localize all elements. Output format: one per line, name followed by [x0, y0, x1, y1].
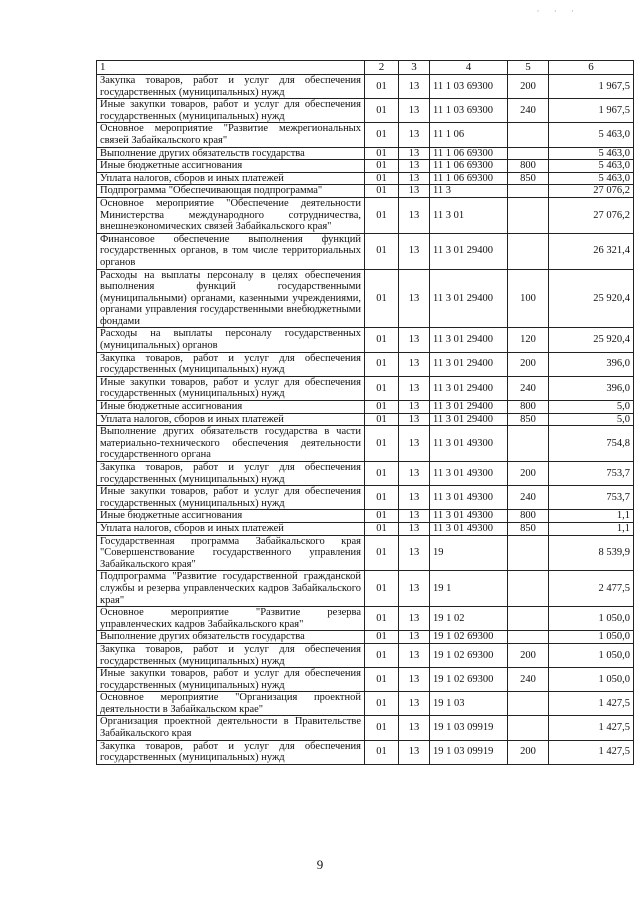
table-row [97, 197, 634, 233]
row-amount: 1 967,5 [549, 99, 634, 123]
scan-artifact: · · · [536, 6, 580, 16]
row-name: Закупка товаров, работ и услуг для обеспечения государственных (муниципальных) нужд [97, 75, 365, 99]
table-row [97, 352, 634, 376]
row-section: 01 [365, 510, 399, 523]
row-subsection: 13 [399, 740, 430, 764]
row-target-article: 11 3 01 29400 [430, 269, 508, 328]
row-section: 01 [365, 123, 399, 147]
row-subsection: 13 [399, 571, 430, 607]
table-row [97, 462, 634, 486]
row-name: Выполнение других обязательств государства [97, 631, 365, 644]
row-subsection: 13 [399, 269, 430, 328]
row-target-article: 11 1 03 69300 [430, 99, 508, 123]
row-target-article: 11 3 01 29400 [430, 401, 508, 414]
row-target-article: 11 1 06 69300 [430, 147, 508, 160]
row-target-article: 11 1 06 69300 [430, 172, 508, 185]
row-subsection: 13 [399, 99, 430, 123]
row-name: Иные закупки товаров, работ и услуг для обеспечения государственных (муниципальных) нужд [97, 376, 365, 400]
row-section: 01 [365, 462, 399, 486]
row-subsection: 13 [399, 233, 430, 269]
row-amount: 5,0 [549, 413, 634, 426]
row-section: 01 [365, 607, 399, 631]
row-expense-type [508, 631, 549, 644]
row-subsection: 13 [399, 486, 430, 510]
row-section: 01 [365, 631, 399, 644]
row-section: 01 [365, 740, 399, 764]
row-section: 01 [365, 160, 399, 173]
row-subsection: 13 [399, 413, 430, 426]
row-name: Уплата налогов, сборов и иных платежей [97, 172, 365, 185]
row-subsection: 13 [399, 123, 430, 147]
row-target-article: 11 1 06 [430, 123, 508, 147]
row-target-article: 11 3 01 29400 [430, 328, 508, 352]
row-subsection: 13 [399, 401, 430, 414]
row-name: Подпрограмма "Развитие государственной гражданской службы и резерва управленческих кадров Забайкальского края" [97, 571, 365, 607]
row-name: Закупка товаров, работ и услуг для обеспечения государственных (муниципальных) нужд [97, 352, 365, 376]
row-subsection: 13 [399, 643, 430, 667]
row-expense-type: 800 [508, 510, 549, 523]
row-section: 01 [365, 571, 399, 607]
row-amount: 5,0 [549, 401, 634, 414]
table-row [97, 535, 634, 571]
row-target-article: 11 3 01 29400 [430, 352, 508, 376]
row-amount: 27 076,2 [549, 197, 634, 233]
header-col-5: 5 [508, 61, 549, 75]
row-subsection: 13 [399, 535, 430, 571]
row-section: 01 [365, 413, 399, 426]
row-expense-type: 850 [508, 522, 549, 535]
table-row [97, 631, 634, 644]
row-subsection: 13 [399, 631, 430, 644]
row-expense-type [508, 692, 549, 716]
row-subsection: 13 [399, 607, 430, 631]
row-target-article: 11 3 01 49300 [430, 522, 508, 535]
header-col-4: 4 [430, 61, 508, 75]
row-amount: 396,0 [549, 376, 634, 400]
page-number: 9 [316, 857, 324, 872]
row-expense-type [508, 197, 549, 233]
row-amount: 5 463,0 [549, 123, 634, 147]
table-row [97, 692, 634, 716]
row-expense-type: 850 [508, 413, 549, 426]
table-row [97, 172, 634, 185]
row-section: 01 [365, 668, 399, 692]
row-name: Основное мероприятие "Развитие межрегиональных связей Забайкальского края" [97, 123, 365, 147]
row-expense-type: 800 [508, 160, 549, 173]
row-expense-type [508, 233, 549, 269]
row-target-article: 11 3 01 49300 [430, 486, 508, 510]
table-row [97, 607, 634, 631]
table-row [97, 716, 634, 740]
row-section: 01 [365, 269, 399, 328]
row-section: 01 [365, 716, 399, 740]
budget-table [96, 60, 634, 765]
row-amount: 754,8 [549, 426, 634, 462]
row-expense-type [508, 716, 549, 740]
row-name: Государственная программа Забайкальского края "Совершенствование государственного управления Забайкальского края" [97, 535, 365, 571]
row-section: 01 [365, 522, 399, 535]
row-amount: 25 920,4 [549, 269, 634, 328]
row-amount: 1 427,5 [549, 692, 634, 716]
row-target-article: 19 1 03 09919 [430, 740, 508, 764]
table-row [97, 269, 634, 328]
row-section: 01 [365, 185, 399, 198]
row-target-article: 11 1 06 69300 [430, 160, 508, 173]
row-amount: 26 321,4 [549, 233, 634, 269]
table-row [97, 123, 634, 147]
row-target-article: 19 1 02 69300 [430, 668, 508, 692]
row-name: Организация проектной деятельности в Правительстве Забайкальского края [97, 716, 365, 740]
row-amount: 27 076,2 [549, 185, 634, 198]
row-target-article: 11 3 01 49300 [430, 510, 508, 523]
row-subsection: 13 [399, 352, 430, 376]
table-row [97, 75, 634, 99]
row-section: 01 [365, 401, 399, 414]
table-row [97, 522, 634, 535]
row-section: 01 [365, 692, 399, 716]
row-name: Основное мероприятие "Обеспечение деятельности Министерства международного сотрудничества, внешнеэкономических связей Забайкальского края" [97, 197, 365, 233]
row-name: Выполнение других обязательств государства [97, 147, 365, 160]
row-amount: 1 050,0 [549, 643, 634, 667]
row-name: Финансовое обеспечение выполнения функций государственных органов, в том числе территориальных органов [97, 233, 365, 269]
row-amount: 1 050,0 [549, 668, 634, 692]
row-expense-type: 240 [508, 99, 549, 123]
row-expense-type: 200 [508, 75, 549, 99]
row-amount: 1,1 [549, 510, 634, 523]
row-subsection: 13 [399, 147, 430, 160]
row-target-article: 19 1 03 09919 [430, 716, 508, 740]
row-expense-type: 200 [508, 643, 549, 667]
table-row [97, 510, 634, 523]
row-amount: 5 463,0 [549, 160, 634, 173]
row-section: 01 [365, 486, 399, 510]
row-amount: 1 427,5 [549, 740, 634, 764]
row-subsection: 13 [399, 75, 430, 99]
table-row [97, 571, 634, 607]
table-row [97, 376, 634, 400]
row-section: 01 [365, 99, 399, 123]
row-name: Закупка товаров, работ и услуг для обеспечения государственных (муниципальных) нужд [97, 643, 365, 667]
row-expense-type [508, 571, 549, 607]
row-section: 01 [365, 197, 399, 233]
header-col-1: 1 [97, 61, 365, 75]
row-section: 01 [365, 643, 399, 667]
row-subsection: 13 [399, 197, 430, 233]
row-expense-type: 240 [508, 486, 549, 510]
row-section: 01 [365, 172, 399, 185]
row-expense-type: 200 [508, 740, 549, 764]
row-section: 01 [365, 352, 399, 376]
row-target-article: 11 3 01 [430, 197, 508, 233]
row-target-article: 11 3 01 49300 [430, 462, 508, 486]
row-name: Закупка товаров, работ и услуг для обеспечения государственных (муниципальных) нужд [97, 740, 365, 764]
table-header-row [97, 61, 634, 75]
row-amount: 8 539,9 [549, 535, 634, 571]
table-row [97, 426, 634, 462]
row-section: 01 [365, 147, 399, 160]
row-section: 01 [365, 328, 399, 352]
row-section: 01 [365, 233, 399, 269]
row-name: Иные закупки товаров, работ и услуг для обеспечения государственных (муниципальных) нужд [97, 486, 365, 510]
row-subsection: 13 [399, 328, 430, 352]
row-section: 01 [365, 535, 399, 571]
header-col-2: 2 [365, 61, 399, 75]
row-expense-type [508, 147, 549, 160]
row-amount: 5 463,0 [549, 147, 634, 160]
table-row [97, 185, 634, 198]
row-expense-type: 100 [508, 269, 549, 328]
row-expense-type: 240 [508, 376, 549, 400]
row-expense-type [508, 123, 549, 147]
row-target-article: 19 1 03 [430, 692, 508, 716]
row-target-article: 19 1 02 69300 [430, 643, 508, 667]
row-expense-type: 120 [508, 328, 549, 352]
row-section: 01 [365, 75, 399, 99]
row-section: 01 [365, 376, 399, 400]
table-row [97, 160, 634, 173]
row-expense-type [508, 185, 549, 198]
table-row [97, 401, 634, 414]
row-section: 01 [365, 426, 399, 462]
row-amount: 5 463,0 [549, 172, 634, 185]
row-amount: 1 427,5 [549, 716, 634, 740]
row-expense-type: 800 [508, 401, 549, 414]
row-expense-type [508, 607, 549, 631]
row-amount: 1 050,0 [549, 631, 634, 644]
row-expense-type [508, 426, 549, 462]
row-expense-type: 200 [508, 352, 549, 376]
row-name: Иные бюджетные ассигнования [97, 160, 365, 173]
row-name: Расходы на выплаты персоналу государственных (муниципальных) органов [97, 328, 365, 352]
row-target-article: 11 3 01 29400 [430, 233, 508, 269]
row-subsection: 13 [399, 716, 430, 740]
table-row [97, 233, 634, 269]
row-name: Уплата налогов, сборов и иных платежей [97, 522, 365, 535]
row-subsection: 13 [399, 668, 430, 692]
row-amount: 753,7 [549, 486, 634, 510]
row-name: Основное мероприятие "Развитие резерва управленческих кадров Забайкальского края" [97, 607, 365, 631]
row-amount: 2 477,5 [549, 571, 634, 607]
row-subsection: 13 [399, 426, 430, 462]
row-name: Иные бюджетные ассигнования [97, 510, 365, 523]
row-expense-type: 850 [508, 172, 549, 185]
row-subsection: 13 [399, 172, 430, 185]
row-expense-type: 240 [508, 668, 549, 692]
table-row [97, 740, 634, 764]
row-name: Выполнение других обязательств государства в части материально-технического обеспечения деятельности государственного органа [97, 426, 365, 462]
row-expense-type [508, 535, 549, 571]
row-subsection: 13 [399, 160, 430, 173]
table-row [97, 668, 634, 692]
row-subsection: 13 [399, 185, 430, 198]
row-target-article: 19 1 02 [430, 607, 508, 631]
row-target-article: 19 [430, 535, 508, 571]
row-target-article: 11 3 [430, 185, 508, 198]
header-col-3: 3 [399, 61, 430, 75]
row-subsection: 13 [399, 692, 430, 716]
row-subsection: 13 [399, 376, 430, 400]
row-target-article: 11 3 01 29400 [430, 376, 508, 400]
table-body [97, 75, 634, 765]
table-row [97, 486, 634, 510]
row-name: Иные закупки товаров, работ и услуг для обеспечения государственных (муниципальных) нужд [97, 99, 365, 123]
header-col-6: 6 [549, 61, 634, 75]
row-amount: 753,7 [549, 462, 634, 486]
table-row [97, 99, 634, 123]
row-amount: 1 967,5 [549, 75, 634, 99]
row-amount: 1,1 [549, 522, 634, 535]
row-name: Закупка товаров, работ и услуг для обеспечения государственных (муниципальных) нужд [97, 462, 365, 486]
table-row [97, 328, 634, 352]
row-name: Подпрограмма "Обеспечивающая подпрограмма" [97, 185, 365, 198]
row-subsection: 13 [399, 462, 430, 486]
row-target-article: 11 3 01 29400 [430, 413, 508, 426]
row-amount: 25 920,4 [549, 328, 634, 352]
row-name: Основное мероприятие "Организация проектной деятельности в Забайкальском крае" [97, 692, 365, 716]
row-name: Уплата налогов, сборов и иных платежей [97, 413, 365, 426]
row-target-article: 11 3 01 49300 [430, 426, 508, 462]
row-name: Расходы на выплаты персоналу в целях обеспечения выполнения функций государственными (муниципальными) органами, казенными учреждениями, органами управления государственными внебюджетными фондами [97, 269, 365, 328]
row-subsection: 13 [399, 522, 430, 535]
row-subsection: 13 [399, 510, 430, 523]
row-amount: 396,0 [549, 352, 634, 376]
row-target-article: 19 1 [430, 571, 508, 607]
row-name: Иные бюджетные ассигнования [97, 401, 365, 414]
row-expense-type: 200 [508, 462, 549, 486]
row-target-article: 11 1 03 69300 [430, 75, 508, 99]
row-target-article: 19 1 02 69300 [430, 631, 508, 644]
row-amount: 1 050,0 [549, 607, 634, 631]
row-name: Иные закупки товаров, работ и услуг для обеспечения государственных (муниципальных) нужд [97, 668, 365, 692]
table-row [97, 147, 634, 160]
table-row [97, 643, 634, 667]
table-row [97, 413, 634, 426]
